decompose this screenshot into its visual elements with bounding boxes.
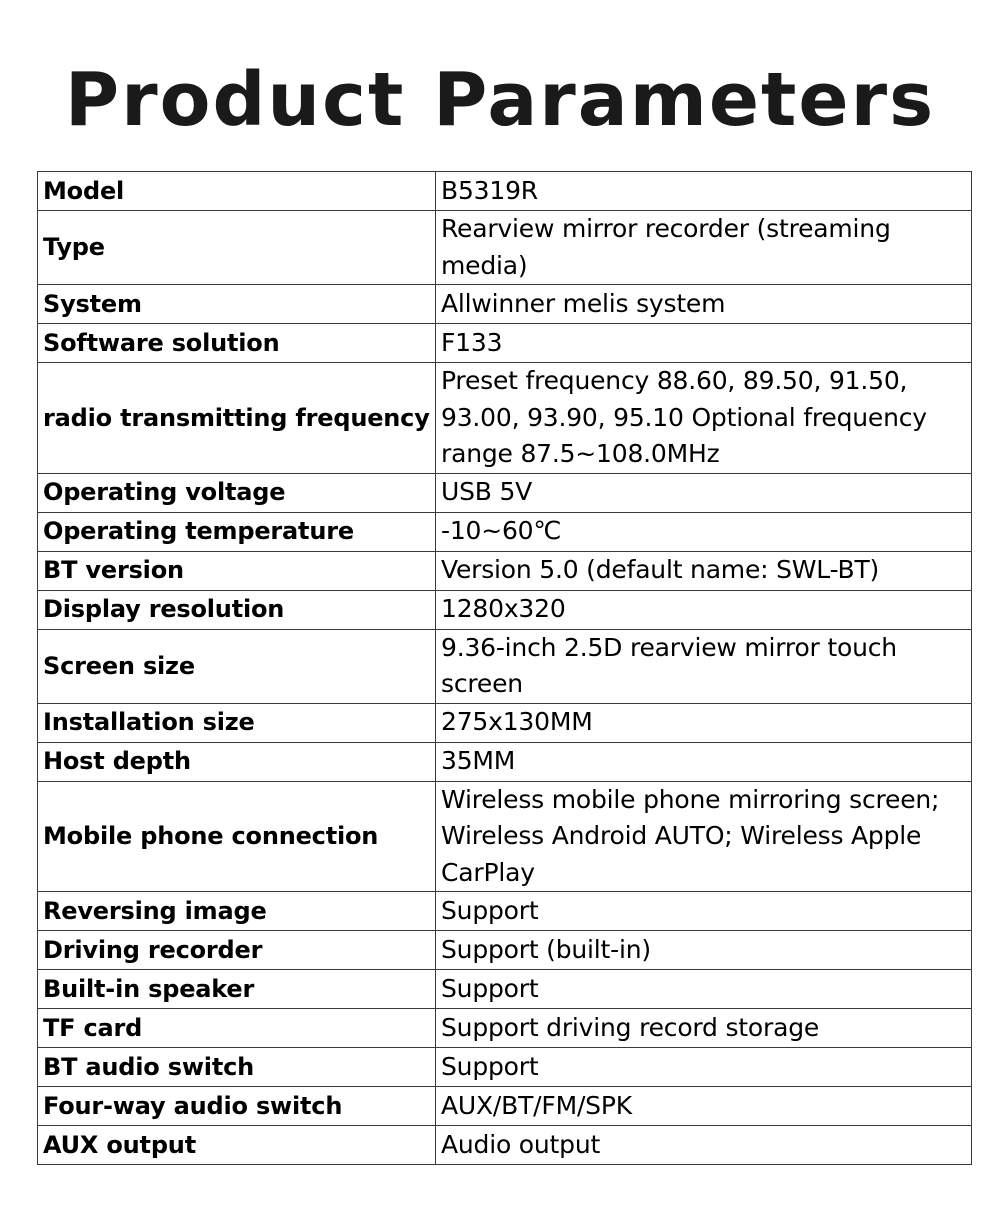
parameters-table-body <box>38 172 972 1165</box>
row-label: Operating temperature <box>38 512 436 551</box>
table-row <box>38 970 972 1009</box>
table-row <box>38 324 972 363</box>
table-row <box>38 172 972 211</box>
row-label: Host depth <box>38 742 436 781</box>
table-row <box>38 629 972 703</box>
table-row <box>38 590 972 629</box>
row-value: USB 5V <box>436 473 972 512</box>
row-value: Support <box>436 892 972 931</box>
row-label: Operating voltage <box>38 473 436 512</box>
table-row <box>38 781 972 892</box>
row-label: TF card <box>38 1009 436 1048</box>
row-value: Support <box>436 1048 972 1087</box>
row-label: BT version <box>38 551 436 590</box>
table-row <box>38 211 972 285</box>
table-row <box>38 1126 972 1165</box>
table-row <box>38 892 972 931</box>
row-value: Allwinner melis system <box>436 285 972 324</box>
row-label: Type <box>38 211 436 285</box>
table-row <box>38 742 972 781</box>
row-label: AUX output <box>38 1126 436 1165</box>
row-label: radio transmitting frequency <box>38 363 436 474</box>
table-row <box>38 1087 972 1126</box>
row-label: Four-way audio switch <box>38 1087 436 1126</box>
row-value: Version 5.0 (default name: SWL-BT) <box>436 551 972 590</box>
table-row <box>38 285 972 324</box>
table-row <box>38 1048 972 1087</box>
row-label: Software solution <box>38 324 436 363</box>
row-label: BT audio switch <box>38 1048 436 1087</box>
row-label: Model <box>38 172 436 211</box>
row-value: -10~60℃ <box>436 512 972 551</box>
page-title: Product Parameters <box>64 57 936 143</box>
row-value: F133 <box>436 324 972 363</box>
row-value: 35MM <box>436 742 972 781</box>
row-value: Preset frequency 88.60, 89.50, 91.50, 93.00, 93.90, 95.10 Optional frequency range 87.5~108.0MHz <box>436 363 972 474</box>
row-value: Support driving record storage <box>436 1009 972 1048</box>
table-row <box>38 363 972 474</box>
row-label: System <box>38 285 436 324</box>
row-value: Audio output <box>436 1126 972 1165</box>
row-value: Wireless mobile phone mirroring screen; Wireless Android AUTO; Wireless Apple CarPlay <box>436 781 972 892</box>
row-value: 275x130MM <box>436 703 972 742</box>
row-value: Support (built-in) <box>436 931 972 970</box>
parameters-table <box>37 171 972 1165</box>
table-row <box>38 1009 972 1048</box>
row-value: B5319R <box>436 172 972 211</box>
row-label: Built-in speaker <box>38 970 436 1009</box>
row-label: Driving recorder <box>38 931 436 970</box>
row-value: 1280x320 <box>436 590 972 629</box>
table-row <box>38 473 972 512</box>
row-value: Support <box>436 970 972 1009</box>
table-row <box>38 703 972 742</box>
table-row <box>38 551 972 590</box>
row-value: Rearview mirror recorder (streaming media) <box>436 211 972 285</box>
row-label: Mobile phone connection <box>38 781 436 892</box>
row-label: Display resolution <box>38 590 436 629</box>
table-row <box>38 931 972 970</box>
row-value: 9.36-inch 2.5D rearview mirror touch screen <box>436 629 972 703</box>
row-label: Installation size <box>38 703 436 742</box>
row-value: AUX/BT/FM/SPK <box>436 1087 972 1126</box>
row-label: Reversing image <box>38 892 436 931</box>
table-row <box>38 512 972 551</box>
row-label: Screen size <box>38 629 436 703</box>
